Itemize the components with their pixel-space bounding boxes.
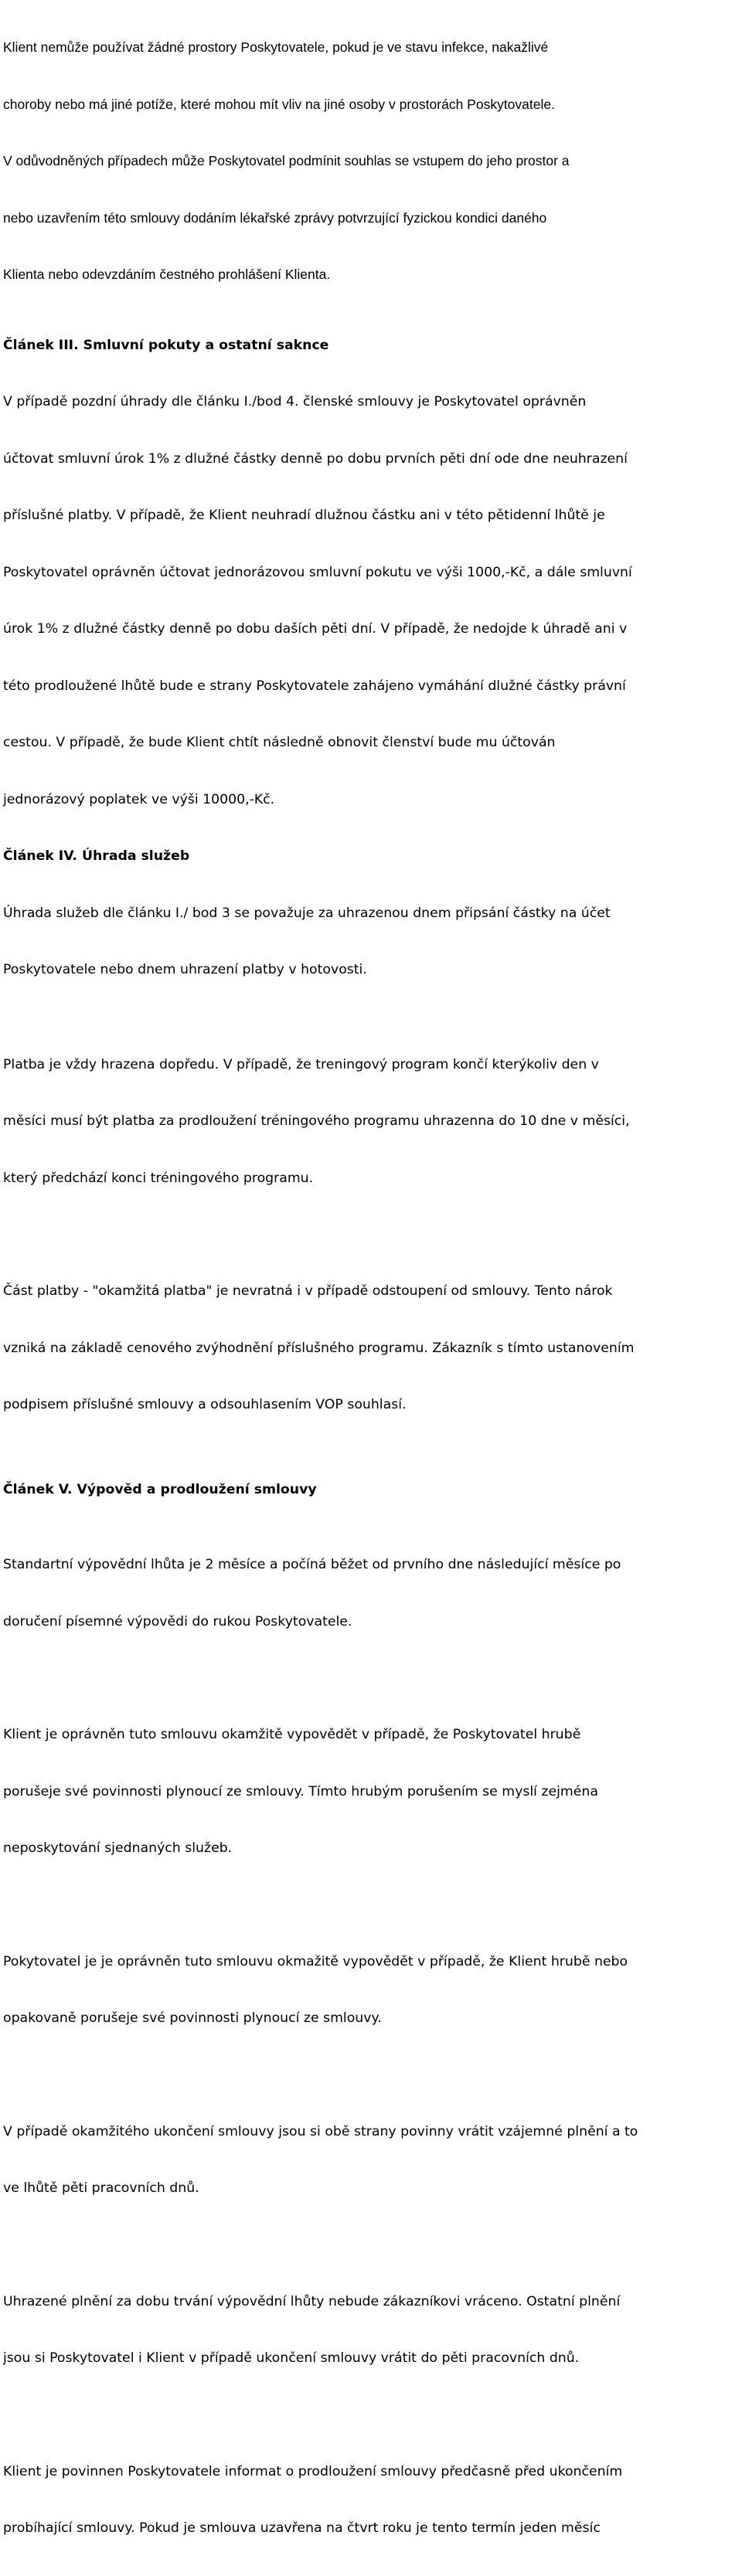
intro-paragraph <box>3 0 739 322</box>
text-line: neposkytování sjednaných služeb. <box>3 1840 233 1856</box>
text-line: choroby nebo má jiné potíže, které mohou mít vliv na jiné osoby v prostorách Poskytovatele. <box>3 96 555 112</box>
text-line: příslušné platby. V případě, že Klient neuhradí dlužnou částku ani v této pětidenní lhůtě je <box>3 508 605 523</box>
text-line: nebo uzavřením této smlouvy dodáním lékařské zprávy potvrzující fyzickou kondici daného <box>3 209 547 226</box>
article-5-paragraph-6 <box>3 2425 739 2576</box>
spacer <box>3 1225 739 1244</box>
article-4-paragraph-1 <box>3 866 739 1018</box>
text-line: Klient nemůže používat žádné prostory Poskytovatele, pokud je ve stavu infekce, nakažlivé <box>3 39 549 55</box>
text-line: Platba je vždy hrazena dopředu. V případě, že treningový program končí kterýkoliv den v <box>3 1056 599 1072</box>
article-4-paragraph-3 <box>3 1244 739 1453</box>
text-line: jsou si Poskytovatel i Klient v případě ukončení smlouvy vrátit do pěti pracovních dnů. <box>3 2350 580 2366</box>
article-5-paragraph-5 <box>3 2255 739 2406</box>
article-4-heading: Článek IV. Úhrada služeb <box>3 848 190 864</box>
text-line: který předchází konci tréningového programu. <box>3 1170 314 1186</box>
text-line: Klienta nebo odevzdáním čestného prohlášení Klienta. <box>3 267 331 282</box>
text-line: doručení písemné výpovědi do rukou Poskytovatele. <box>3 1613 352 1630</box>
text-line: Standartní výpovědní lhůta je 2 měsíce a počíná běžet od prvního dne následující měsíce po <box>3 1557 621 1572</box>
text-line: cestou. V případě, že bude Klient chtít následně obnovit členství bude mu účtován <box>3 735 556 750</box>
text-line: podpisem příslušné smlouvy a odsouhlasením VOP souhlasí. <box>3 1397 407 1412</box>
text-line: Uhrazené plnění za dobu trvání výpovědní lhůty nebude zákazníkovi vráceno. Ostatní plnění <box>3 2293 621 2309</box>
spacer <box>3 1669 739 1687</box>
text-line: této prodloužené lhůtě bude e strany Poskytovatele zahájeno vymáhání dlužné částky právní <box>3 678 626 694</box>
document-page <box>3 0 739 2576</box>
text-line: účtovat smluvní úrok 1% z dlužné částky denně po dobu prvních pěti dní ode dne neuhrazení <box>3 450 628 467</box>
text-line: ve lhůtě pěti pracovních dnů. <box>3 2180 199 2196</box>
article-5-paragraph-4 <box>3 2085 739 2236</box>
article-5-paragraph-2 <box>3 1687 739 1896</box>
text-line: V odůvodněných případech může Poskytovatel podmínit souhlas se vstupem do jeho prostor a <box>3 153 570 168</box>
article-3-heading: Článek III. Smluvní pokuty a ostatní saknce <box>3 337 329 353</box>
text-line: Klient je oprávněn tuto smlouvu okamžitě vypovědět v případě, že Poskytovatel hrubě <box>3 1727 581 1742</box>
text-line: Část platby - "okamžitá platba" je nevratná i v případě odstoupení od smlouvy. Tento nárok <box>3 1283 613 1299</box>
text-line: jednorázový poplatek ve výši 10000,-Kč. <box>3 791 275 807</box>
text-line: probíhající smlouvy. Pokud je smlouva uzavřena na čtvrt roku je tento termín jeden měsíc <box>3 2520 601 2536</box>
spacer <box>3 1499 739 1517</box>
spacer <box>3 2236 739 2255</box>
spacer <box>3 1453 739 1480</box>
spacer <box>3 2406 739 2425</box>
article-4-paragraph-2 <box>3 1018 739 1226</box>
spacer <box>3 322 739 336</box>
text-line: vzniká na základě cenového zvýhodnění příslušného programu. Zákazník s tímto ustanovením <box>3 1340 635 1356</box>
text-line: opakovaně porušeje své povinnosti plynoucí ze smlouvy. <box>3 2010 382 2026</box>
text-line: Úhrada služeb dle článku I./ bod 3 se považuje za uhrazenou dnem připsání částky na účet <box>3 905 611 921</box>
article-5-heading: Článek V. Výpověd a prodloužení smlouvy <box>3 1481 317 1497</box>
text-line: porušeje své povinnosti plynoucí ze smlouvy. Tímto hrubým porušením se myslí zejména <box>3 1783 598 1799</box>
text-line: Klient je povinnen Poskytovatele informat o prodloužení smlouvy předčasně před ukončením <box>3 2463 623 2479</box>
text-line: úrok 1% z dlužné částky denně po dobu daších pěti dní. V případě, že nedojde k úhradě ani v <box>3 621 628 637</box>
spacer <box>3 2066 739 2085</box>
text-line: V případě okamžitého ukončení smlouvy jsou si obě strany povinny vrátit vzájemné plnění a to <box>3 2123 638 2139</box>
article-5-paragraph-1 <box>3 1517 739 1669</box>
text-line: Poskytovatele nebo dnem uhrazení platby v hotovosti. <box>3 962 367 977</box>
text-line: Pokytovatel je je oprávněn tuto smlouvu okmažitě vypovědět v případě, že Klient hrubě nebo <box>3 1953 628 1969</box>
spacer <box>3 1896 739 1915</box>
text-line: V případě pozdní úhrady dle článku I./bod 4. členské smlouvy je Poskytovatel oprávněn <box>3 394 587 410</box>
text-line: měsíci musí být platba za prodloužení tréningového programu uhrazenna do 10 dne v měsíci, <box>3 1113 630 1129</box>
text-line: Poskytovatel oprávněn účtovat jednorázovou smluvní pokutu ve výši 1000,-Kč, a dále smluvní <box>3 564 632 580</box>
article-3-paragraph <box>3 355 739 847</box>
article-5-paragraph-3 <box>3 1915 739 2066</box>
